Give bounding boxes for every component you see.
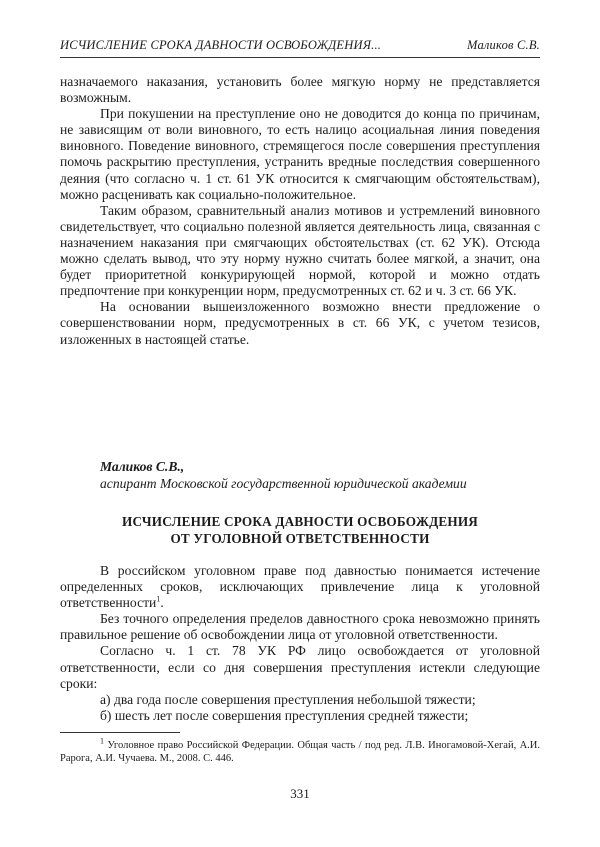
footnote <box>60 736 540 765</box>
paragraph: Без точного определения пределов давностного срока невозможно принять правильное решение об освобождении лица от уголовной ответственности. <box>60 611 540 643</box>
page-number: 331 <box>290 786 310 801</box>
paragraph: На основании вышеизложенного возможно внести предложение о совершенствовании норм, предусмотренных в ст. 66 УК, с учетом тезисов, изложенных в настоящей статье. <box>60 299 540 347</box>
list-item: а) два года после совершения преступления небольшой тяжести; <box>100 691 476 707</box>
paragraph: Согласно ч. 1 ст. 78 УК РФ лицо освобождается от уголовной ответственности, если со дня совершения преступления истекли следующие сроки: <box>60 643 540 691</box>
running-head <box>60 38 540 58</box>
article-title-line-2: ОТ УГОЛОВНОЙ ОТВЕТСТВЕННОСТИ <box>170 530 430 546</box>
paragraph: Таким образом, сравнительный анализ мотивов и устремлений виновного свидетельствует, что социально полезной является деятельность лица, связанная с назначением наказания при смягчающих обстоятельствах (ст. 62 УК). Отсюда можно сделать вывод, что эту норму нужно считать более мягкой, а значит, она будет приоритетной конкурирующей нормой, которой и можно отдать предпочтение при конкуренции норм, предусмотренных ст. 62 и ч. 3 ст. 66 УК. <box>60 202 540 299</box>
running-head-title: ИСЧИСЛЕНИЕ СРОКА ДАВНОСТИ ОСВОБОЖДЕНИЯ... <box>60 38 382 52</box>
article-title-line-1: ИСЧИСЛЕНИЕ СРОКА ДАВНОСТИ ОСВОБОЖДЕНИЯ <box>122 514 478 529</box>
paragraph: назначаемого наказания, установить более мягкую норму не представляется возможным. <box>60 74 540 106</box>
author-name: Маликов С.В., <box>100 459 185 474</box>
footnote-mark: 1 <box>100 736 104 746</box>
paragraph-end: . <box>160 595 164 611</box>
article-title <box>60 514 540 547</box>
author-affiliation: аспирант Московской государственной юридической академии <box>100 476 467 491</box>
footnote-reference[interactable]: 1 <box>156 594 161 604</box>
previous-article-text <box>60 74 540 348</box>
author-block <box>100 458 540 492</box>
footnote-body <box>60 736 540 765</box>
paragraph-text: В российском уголовном праве под давностью понимается истечение определенных сроков, исключающих привлечение лица к уголовной ответственности <box>60 563 540 611</box>
running-head-author: Маликов С.В. <box>467 38 540 52</box>
paragraph <box>60 563 540 611</box>
article-text <box>60 563 540 724</box>
list-item: б) шесть лет после совершения преступления средней тяжести; <box>100 707 469 723</box>
footnote-text: Уголовное право Российской Федерации. Общая часть / под ред. Л.В. Иногамовой-Хегай, А.И. Рарога, А.И. Чучаева. М., 2008. С. 446. <box>60 740 540 764</box>
footnote-divider <box>60 732 180 733</box>
paragraph: При покушении на преступление оно не доводится до конца по причинам, не зависящим от воли виновного, то есть налицо асоциальная линия поведения виновного. Поведение виновного, стремящегося после совершения преступления помочь раскрытию преступления, устранить вредные последствия совершенного деяния (что согласно ч. 1 ст. 61 УК относится к смягчающим обстоятельствам), можно расценивать как социально-положительное. <box>60 106 540 202</box>
